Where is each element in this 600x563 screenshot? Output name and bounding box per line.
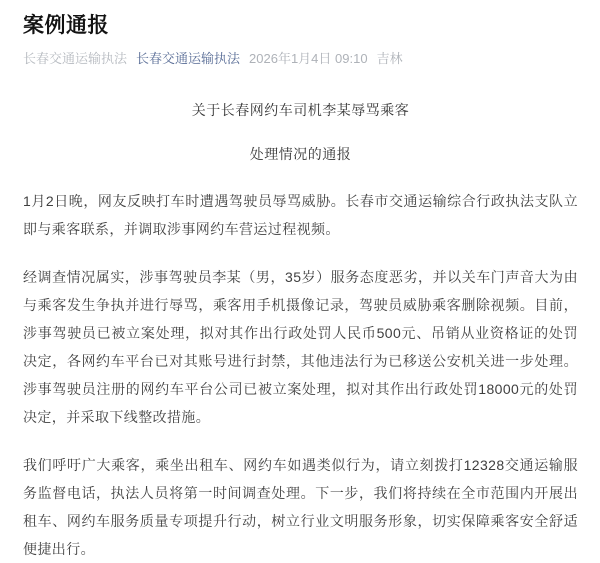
publish-datetime: 2026年1月4日 09:10 <box>249 51 368 66</box>
article-title-line-2: 处理情况的通报 <box>249 146 352 162</box>
article-paragraph: 我们呼吁广大乘客，乘坐出租车、网约车如遇类似行为，请立刻拨打12328交通运输服务监督电话，执法人员将第一时间调查处理。下一步，我们将持续在全市范围内开展出租车、网约车服务质量专项提升行动，树立行业文明服务形象，切实保障乘客安全舒适便捷出行。 <box>23 457 578 557</box>
publish-location: 吉林 <box>376 51 403 66</box>
article-paragraph: 1月2日晚，网友反映打车时遭遇驾驶员辱骂威胁。长春市交通运输综合行政执法支队立即与乘客联系，并调取涉事网约车营运过程视频。 <box>23 193 578 237</box>
article-paragraph: 经调查情况属实，涉事驾驶员李某（男，35岁）服务态度恶劣，并以关车门声音大为由与乘客发生争执并进行辱骂，乘客用手机摄像记录，驾驶员威胁乘客删除视频。目前，涉事驾驶员已被立案处理，拟对其作出行政处罚人民币500元、吊销从业资格证的处罚决定，各网约车平台已对其账号进行封禁，其他违法行为已移送公安机关进一步处理。涉事驾驶员注册的网约车平台公司已被立案处理，拟对其作出行政处罚18000元的处罚决定，并采取下线整改措施。 <box>23 269 578 425</box>
article-body <box>23 187 578 563</box>
article-title <box>23 97 578 167</box>
byline <box>23 50 578 67</box>
page-title: 案例通报 <box>23 14 109 37</box>
article-title-line-1: 关于长春网约车司机李某辱骂乘客 <box>191 102 410 118</box>
official-account-link[interactable]: 长春交通运输执法 <box>136 51 241 66</box>
author-name: 长春交通运输执法 <box>23 51 128 66</box>
